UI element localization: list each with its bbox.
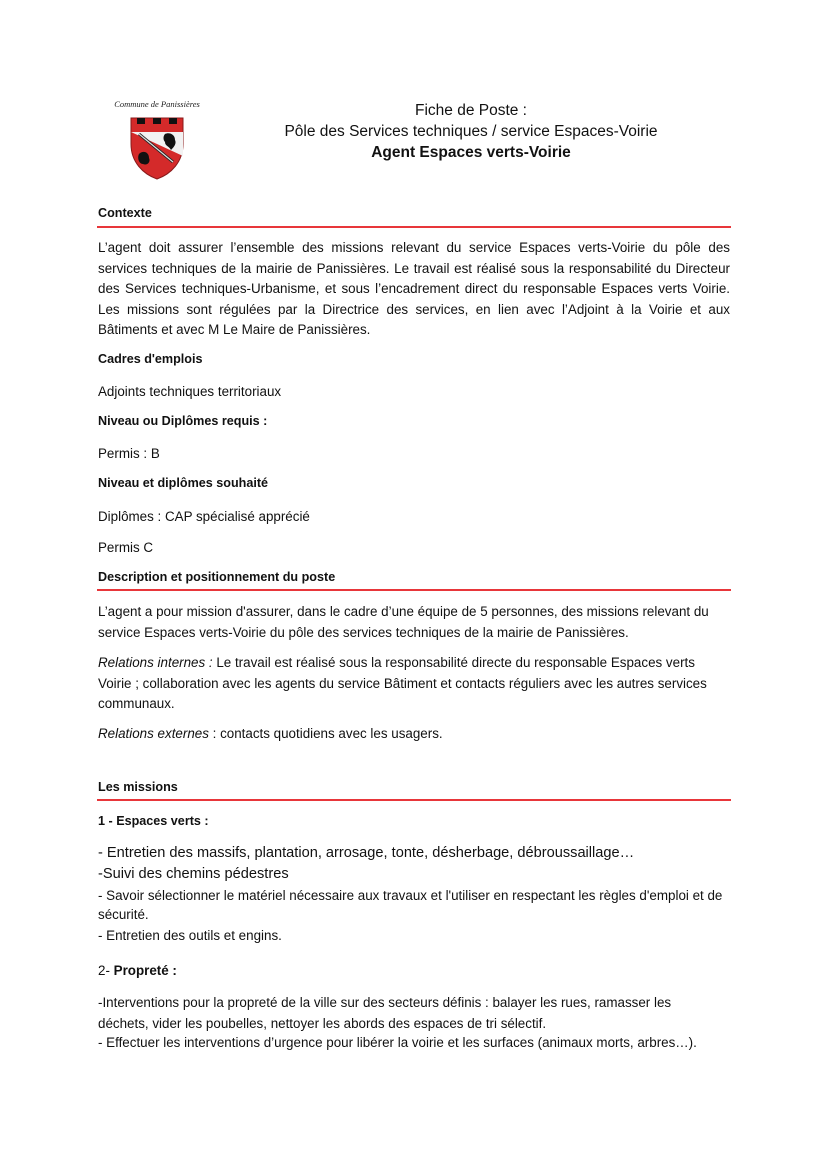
relations-externes-text: : contacts quotidiens avec les usagers. [208,726,443,741]
heading-niveau-souhaite: Niveau et diplômes souhaité [98,476,269,490]
title-line-1: Fiche de Poste : [414,102,527,119]
section-rule [97,226,731,228]
relations-internes-text: Le travail est réalisé sous la responsabilité directe du responsable Espaces verts Voirie ; collaboration avec les agents du service Bâtiment et contacts réguliers avec les autres services communaux. [98,655,707,711]
document-title [250,100,692,163]
mission-item: - Savoir sélectionner le matériel nécessaire aux travaux et l'utiliser en respectant les règles d'emploi et de sécurité. [98,888,723,922]
mission-item: - Entretien des massifs, plantation, arrosage, tonte, désherbage, débroussaillage… [98,845,635,861]
mission-item: -Interventions pour la propreté de la ville sur des secteurs définis : balayer les rues, ramasser les déchets, vider les poubelles, nettoyer les abords des espaces de tri sélectif. [98,995,672,1031]
niveau-requis-value: Permis : B [98,446,160,461]
heading-cadres: Cadres d'emplois [98,352,203,366]
cadres-value: Adjoints techniques territoriaux [98,384,282,399]
relations-externes [98,724,730,745]
heading-niveau-requis: Niveau ou Diplômes requis : [98,414,268,428]
heading-missions: Les missions [98,780,178,794]
commune-logo [112,99,202,181]
heading-contexte: Contexte [98,206,152,220]
title-line-3: Agent Espaces verts-Voirie [371,144,571,161]
title-line-2: Pôle des Services techniques / service Espaces-Voirie [284,123,658,140]
mission-item: -Suivi des chemins pédestres [98,866,289,882]
niveau-souhaite-value-2: Permis C [98,540,154,555]
relations-externes-label: Relations externes [98,726,209,741]
proprete-prefix: 2- [98,963,114,978]
niveau-souhaite-value-1: Diplômes : CAP spécialisé apprécié [98,509,310,524]
contexte-paragraph: L’agent doit assurer l’ensemble des missions relevant du service Espaces verts-Voirie du pôle des services techniques de la mairie de Panissières. Le travail est réalisé sous la responsabilité du Directeur des Services techniques-Urbanisme, et sous l’encadrement direct du responsable Espaces verts Voirie. Les missions sont régulées par la Directrice des services, en lien avec l’Adjoint à la Voirie et aux Bâtiments et avec M Le Maire de Panissières. [98,240,730,337]
relations-internes [98,653,718,715]
logo-caption: Commune de Panissières [114,99,200,109]
coat-of-arms-icon [127,110,187,180]
mission-item: - Entretien des outils et engins. [98,928,282,943]
proprete-label: Propreté : [113,963,177,978]
section-rule [97,589,731,591]
heading-espaces-verts: 1 - Espaces verts : [98,814,209,828]
section-rule [97,799,731,801]
heading-description: Description et positionnement du poste [98,570,336,584]
relations-internes-label: Relations internes : [98,655,213,670]
mission-item: - Effectuer les interventions d’urgence pour libérer la voirie et les surfaces (animaux morts, arbres…). [98,1035,697,1050]
heading-proprete [98,961,730,982]
description-paragraph: L’agent a pour mission d'assurer, dans le cadre d’une équipe de 5 personnes, des missions relevant du service Espaces verts-Voirie du pôle des services techniques de la mairie de Panissières. [98,604,709,640]
